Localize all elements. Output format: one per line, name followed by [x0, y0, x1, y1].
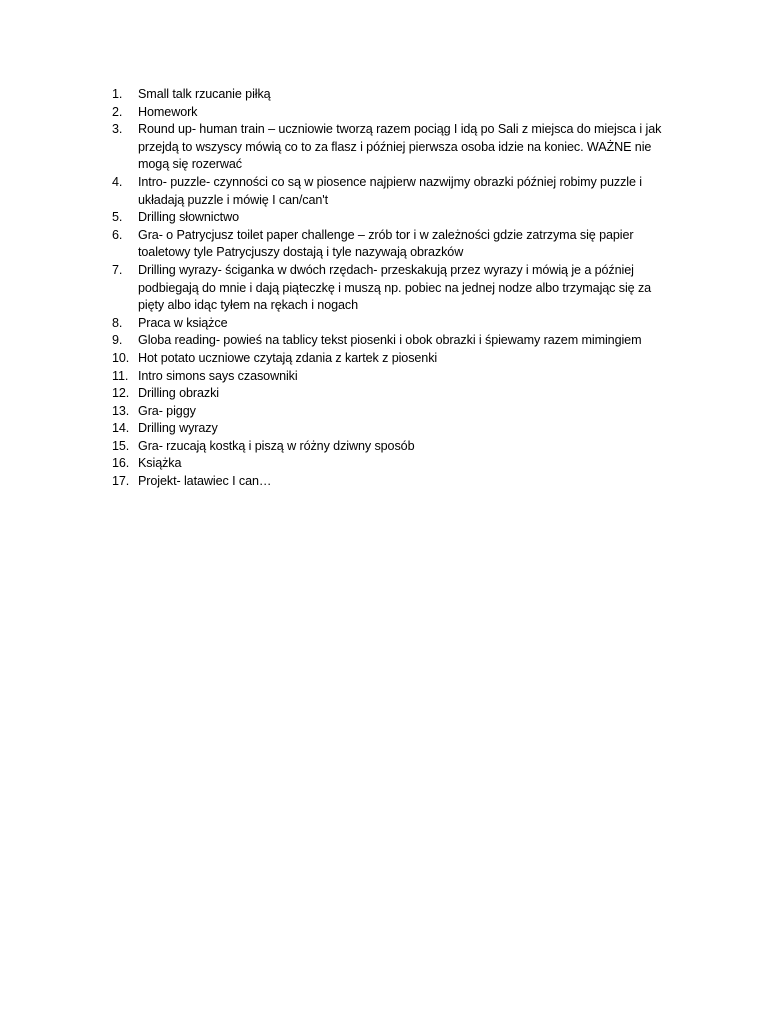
item-number: 8. [112, 315, 123, 330]
list-item [112, 174, 672, 209]
item-text: Praca w książce [138, 315, 228, 330]
item-text: Intro- puzzle- czynności co są w piosence najpierw nazwijmy obrazki później robimy puzzle i układają puzzle i mówię I can/can't [138, 174, 642, 207]
item-text: Intro simons says czasowniki [138, 368, 298, 383]
item-text: Gra- o Patrycjusz toilet paper challenge – zrób tor i w zależności gdzie zatrzyma się papier toaletowy tyle Patrycjuszy dostają i tyle nazywają obrazków [138, 227, 634, 260]
item-text: Globa reading- powieś na tablicy tekst piosenki i obok obrazki i śpiewamy razem mimingiem [138, 333, 642, 348]
item-number: 16. [112, 456, 130, 471]
list-item [112, 438, 672, 456]
list-item [112, 86, 672, 104]
list-item [112, 332, 672, 350]
item-number: 14. [112, 421, 130, 436]
item-number: 11. [112, 368, 129, 383]
item-text: Książka [138, 456, 182, 471]
list-item [112, 262, 672, 315]
item-text: Gra- piggy [138, 403, 196, 418]
list-item [112, 350, 672, 368]
list-item [112, 209, 672, 227]
item-number: 13. [112, 403, 130, 418]
item-text: Drilling wyrazy- ściganka w dwóch rzędach- przeskakują przez wyrazy i mówią je a później podbiegają do mnie i dają piąteczkę i muszą np. pobiec na jednej nodze albo trzymając się za pięty albo idąc tyłem na rękach i nogach [138, 262, 652, 313]
list-item [112, 368, 672, 386]
list-item [112, 385, 672, 403]
list-item [112, 315, 672, 333]
item-text: Drilling wyrazy [138, 421, 218, 436]
item-text: Hot potato uczniowe czytają zdania z kartek z piosenki [138, 350, 438, 365]
item-text: Projekt- latawiec I can… [138, 474, 272, 489]
item-number: 12. [112, 386, 130, 401]
item-number: 9. [112, 333, 123, 348]
item-text: Drilling słownictwo [138, 210, 239, 225]
item-number: 7. [112, 262, 123, 277]
item-number: 3. [112, 122, 123, 137]
item-number: 6. [112, 227, 123, 242]
list-item [112, 420, 672, 438]
item-number: 2. [112, 104, 123, 119]
list-item [112, 227, 672, 262]
item-text: Drilling obrazki [138, 386, 219, 401]
item-number: 4. [112, 174, 123, 189]
list-item [112, 455, 672, 473]
list-item [112, 403, 672, 421]
list-item [112, 104, 672, 122]
item-number: 17. [112, 474, 130, 489]
item-text: Round up- human train – uczniowie tworzą razem pociąg I idą po Sali z miejsca do miejsca i jak przejdą to wszyscy mówią co to za flasz i później pierwsza osoba idzie na koniec. WAŻNE nie mogą się rozerwać [138, 122, 662, 172]
item-number: 15. [112, 438, 130, 453]
item-number: 1. [112, 87, 123, 101]
item-number: 10. [112, 350, 130, 365]
item-text: Gra- rzucają kostką i piszą w różny dziwny sposób [138, 438, 415, 453]
list-item [112, 121, 672, 174]
item-text: Small talk rzucanie piłką [138, 87, 271, 101]
lesson-plan-list [112, 86, 672, 491]
item-number: 5. [112, 210, 123, 225]
item-text: Homework [138, 104, 198, 119]
list-item [112, 473, 672, 491]
